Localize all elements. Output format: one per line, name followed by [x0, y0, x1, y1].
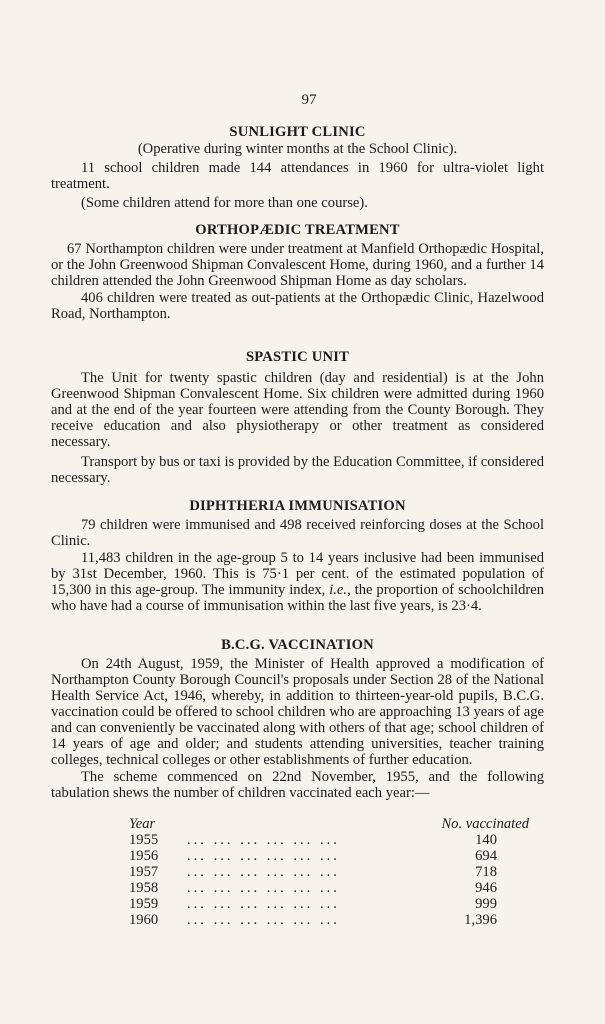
count-column-header: No. vaccinated	[441, 816, 529, 832]
dot-leader: ... ... ... ... ... ...	[187, 880, 340, 896]
dot-leader: ... ... ... ... ... ...	[187, 912, 340, 928]
table-row	[129, 864, 549, 880]
orthopaedic-paragraph-2: 406 children were treated as out-patients at the Orthopædic Clinic, Hazelwood Road, Northampton.	[51, 290, 544, 322]
spacer-header	[179, 816, 407, 832]
dot-leader: ... ... ... ... ... ...	[187, 864, 340, 880]
dot-leader: ... ... ... ... ... ...	[187, 896, 340, 912]
spastic-paragraph-2: Transport by bus or taxi is provided by the Education Committee, if considered necessary.	[51, 454, 544, 486]
table-row	[129, 848, 549, 864]
year-cell: 1959	[129, 896, 159, 912]
year-cell: 1960	[129, 912, 159, 928]
count-cell: 694	[475, 848, 497, 864]
spastic-section	[51, 349, 544, 486]
sunlight-subheading: (Operative during winter months at the School Clinic).	[137, 141, 458, 157]
orthopaedic-heading: ORTHOPÆDIC TREATMENT	[195, 222, 400, 238]
diphtheria-section	[51, 498, 544, 614]
orthopaedic-section	[51, 222, 544, 322]
year-cell: 1957	[129, 864, 159, 880]
sunlight-paragraph-2: (Some children attend for more than one course).	[81, 195, 368, 211]
dot-leader: ... ... ... ... ... ...	[187, 848, 340, 864]
vaccination-table-body	[129, 832, 549, 928]
count-cell: 718	[475, 864, 497, 880]
table-row	[129, 832, 549, 848]
count-cell: 999	[475, 896, 497, 912]
sunlight-section	[51, 124, 544, 211]
year-column-header: Year	[129, 816, 156, 832]
table-row	[129, 896, 549, 912]
sunlight-heading: SUNLIGHT CLINIC	[229, 124, 366, 140]
diphtheria-paragraph-2a: 11,483 children in the age-group 5 to 14 years inclusive had been immunised by 31st December, 1960. This is 75·1 per cent. of the estimated population of 15,300 in this age-group. The immunity index,	[51, 550, 544, 598]
bcg-section	[51, 637, 544, 801]
vaccination-table	[129, 816, 549, 928]
table-row	[129, 880, 549, 896]
count-cell: 140	[475, 832, 497, 848]
diphtheria-paragraph-1: 79 children were immunised and 498 received reinforcing doses at the School Clinic.	[51, 517, 544, 549]
orthopaedic-paragraph-1: 67 Northampton children were under treatment at Manfield Orthopædic Hospital, or the John Greenwood Shipman Convalescent Home, during 1960, and a further 14 children attended the John Greenwood Shipman Home as day scholars.	[51, 241, 544, 289]
diphtheria-paragraph-2	[51, 550, 544, 614]
diphtheria-heading: DIPHTHERIA IMMUNISATION	[189, 498, 406, 514]
spastic-heading: SPASTIC UNIT	[245, 349, 350, 365]
sunlight-paragraph-1: 11 school children made 144 attendances in 1960 for ultra-violet light treatment.	[51, 160, 544, 192]
year-cell: 1958	[129, 880, 159, 896]
page-number: 97	[301, 92, 317, 108]
year-cell: 1955	[129, 832, 159, 848]
count-cell: 1,396	[464, 912, 497, 928]
ie-abbreviation: i.e.,	[329, 582, 351, 598]
diphtheria-paragraph-2b: the proportion of schoolchildren who have had a course of immunisation within the last five years, is 23·4.	[51, 582, 545, 614]
table-header-row	[129, 816, 549, 832]
dot-leader: ... ... ... ... ... ...	[187, 832, 340, 848]
bcg-paragraph-1: On 24th August, 1959, the Minister of Health approved a modification of Northampton County Borough Council's proposals under Section 28 of the National Health Service Act, 1946, whereby, in addition to thirteen-year-old pupils, B.C.G. vaccination could be offered to school children who are approaching 13 years of age and can conveniently be vaccinated along with others of that age; school children of 14 years of age and older; and students attending universities, teacher training colleges, technical colleges or other establishments of further education.	[51, 656, 544, 768]
table-row	[129, 912, 549, 928]
year-cell: 1956	[129, 848, 159, 864]
spastic-paragraph-1: The Unit for twenty spastic children (day and residential) is at the John Greenwood Shipman Convalescent Home. Six children were admitted during 1960 and at the end of the year fourteen were attending from the County Borough. They receive education and also physiotherapy or other treatment as considered necessary.	[51, 370, 544, 450]
count-cell: 946	[475, 880, 497, 896]
bcg-heading: B.C.G. VACCINATION	[221, 637, 374, 653]
bcg-paragraph-2: The scheme commenced on 22nd November, 1955, and the following tabulation shews the number of children vaccinated each year:—	[51, 769, 544, 801]
